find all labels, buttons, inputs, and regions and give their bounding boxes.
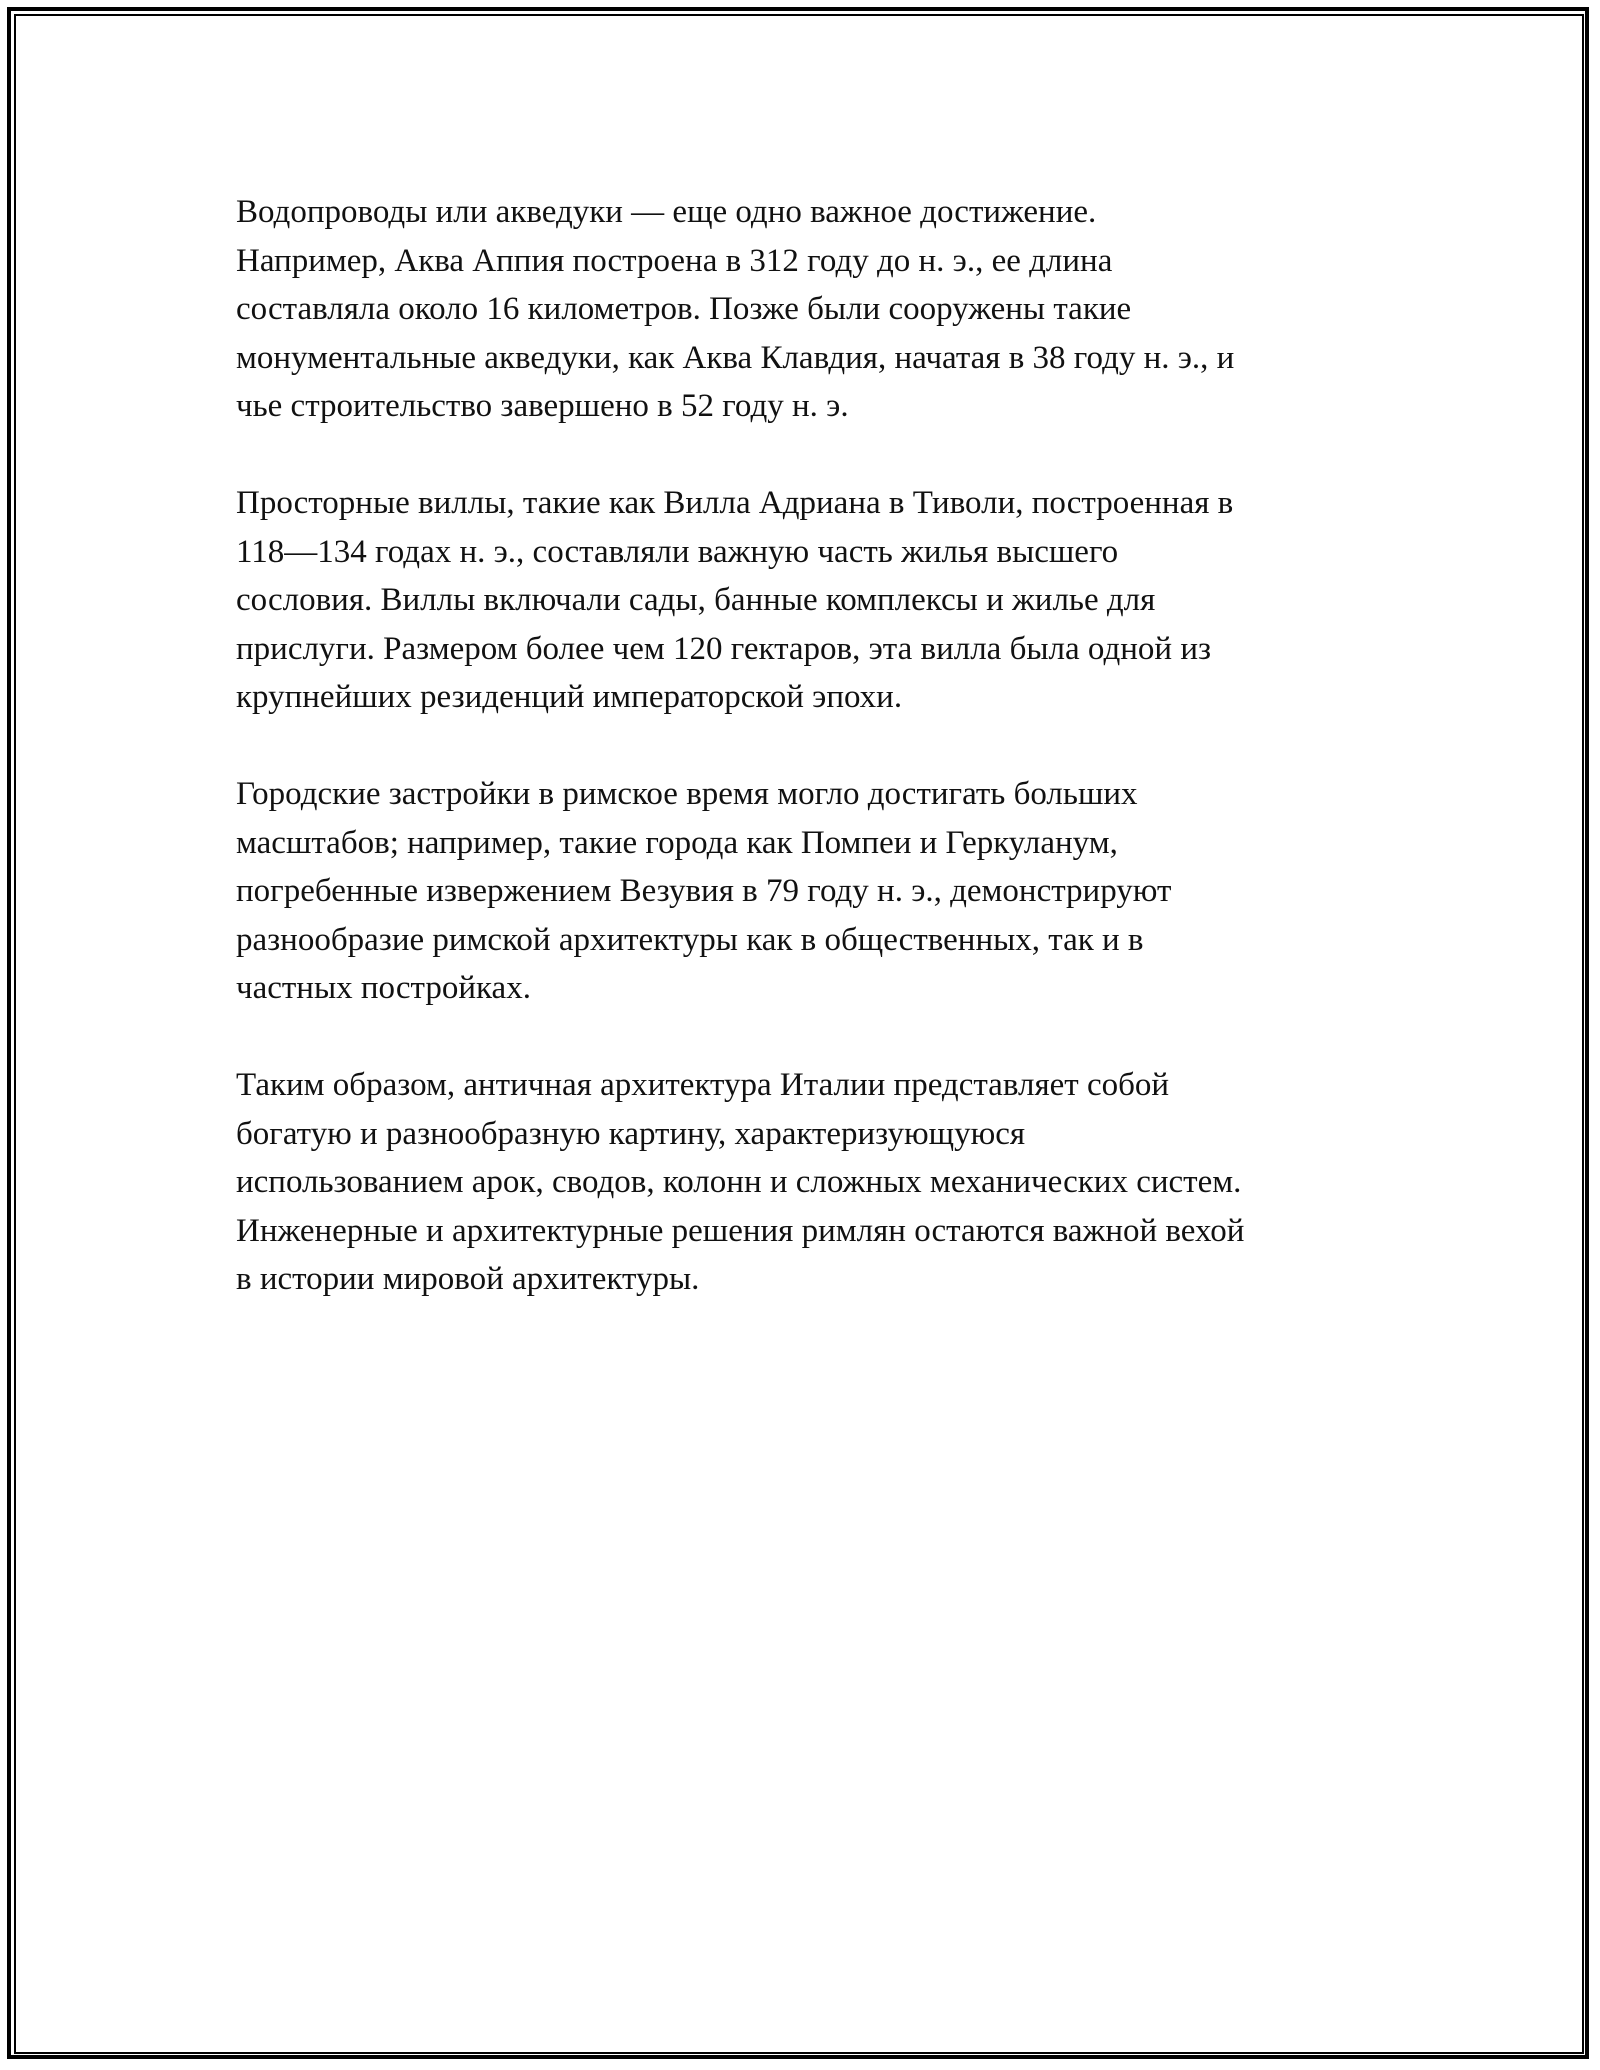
text-line: Просторные виллы, такие как Вилла Адриана в Тиволи, построенная в (236, 485, 1234, 521)
paragraph-urban (236, 770, 1376, 1013)
text-line: чье строительство завершено в 52 году н. э. (236, 388, 849, 424)
document-body (236, 188, 1376, 1352)
text-line: монументальные акведуки, как Аква Клавдия, начатая в 38 году н. э., и (236, 339, 1235, 376)
text-line: в истории мировой архитектуры. (236, 1261, 700, 1297)
text-line: Таким образом, античная архитектура Италии представляет собой (236, 1067, 1170, 1103)
text-line: богатую и разнообразную картину, характеризующуюся (236, 1115, 1026, 1152)
text-line: использованием арок, сводов, колонн и сложных механических систем. (236, 1164, 1242, 1200)
paragraph-aqueducts (236, 188, 1376, 431)
text-line: Водопроводы или акведуки — еще одно важное достижение. (236, 194, 1097, 230)
text-line: прислуги. Размером более чем 120 гектаров, эта вилла была одной из (236, 630, 1212, 667)
paragraph-conclusion (236, 1061, 1376, 1304)
text-line: составляла около 16 километров. Позже были сооружены такие (236, 291, 1132, 327)
text-line: частных постройках. (236, 970, 531, 1006)
paragraph-villas (236, 479, 1376, 722)
text-line: Инженерные и архитектурные решения римлян остаются важной вехой (236, 1212, 1245, 1249)
text-line: крупнейших резиденций императорской эпохи. (236, 679, 903, 715)
text-line: 118—134 годах н. э., составляли важную часть жилья высшего (236, 533, 1119, 570)
text-line: разнообразие римской архитектуры как в общественных, так и в (236, 921, 1144, 958)
text-line: Например, Аква Аппия построена в 312 году до н. э., ее длина (236, 242, 1113, 279)
text-line: масштабов; например, такие города как Помпеи и Геркуланум, (236, 824, 1118, 861)
text-line: сословия. Виллы включали сады, банные комплексы и жилье для (236, 582, 1156, 618)
text-line: Городские застройки в римское время могло достигать больших (236, 776, 1138, 812)
text-line: погребенные извержением Везувия в 79 году н. э., демонстрируют (236, 873, 1172, 909)
